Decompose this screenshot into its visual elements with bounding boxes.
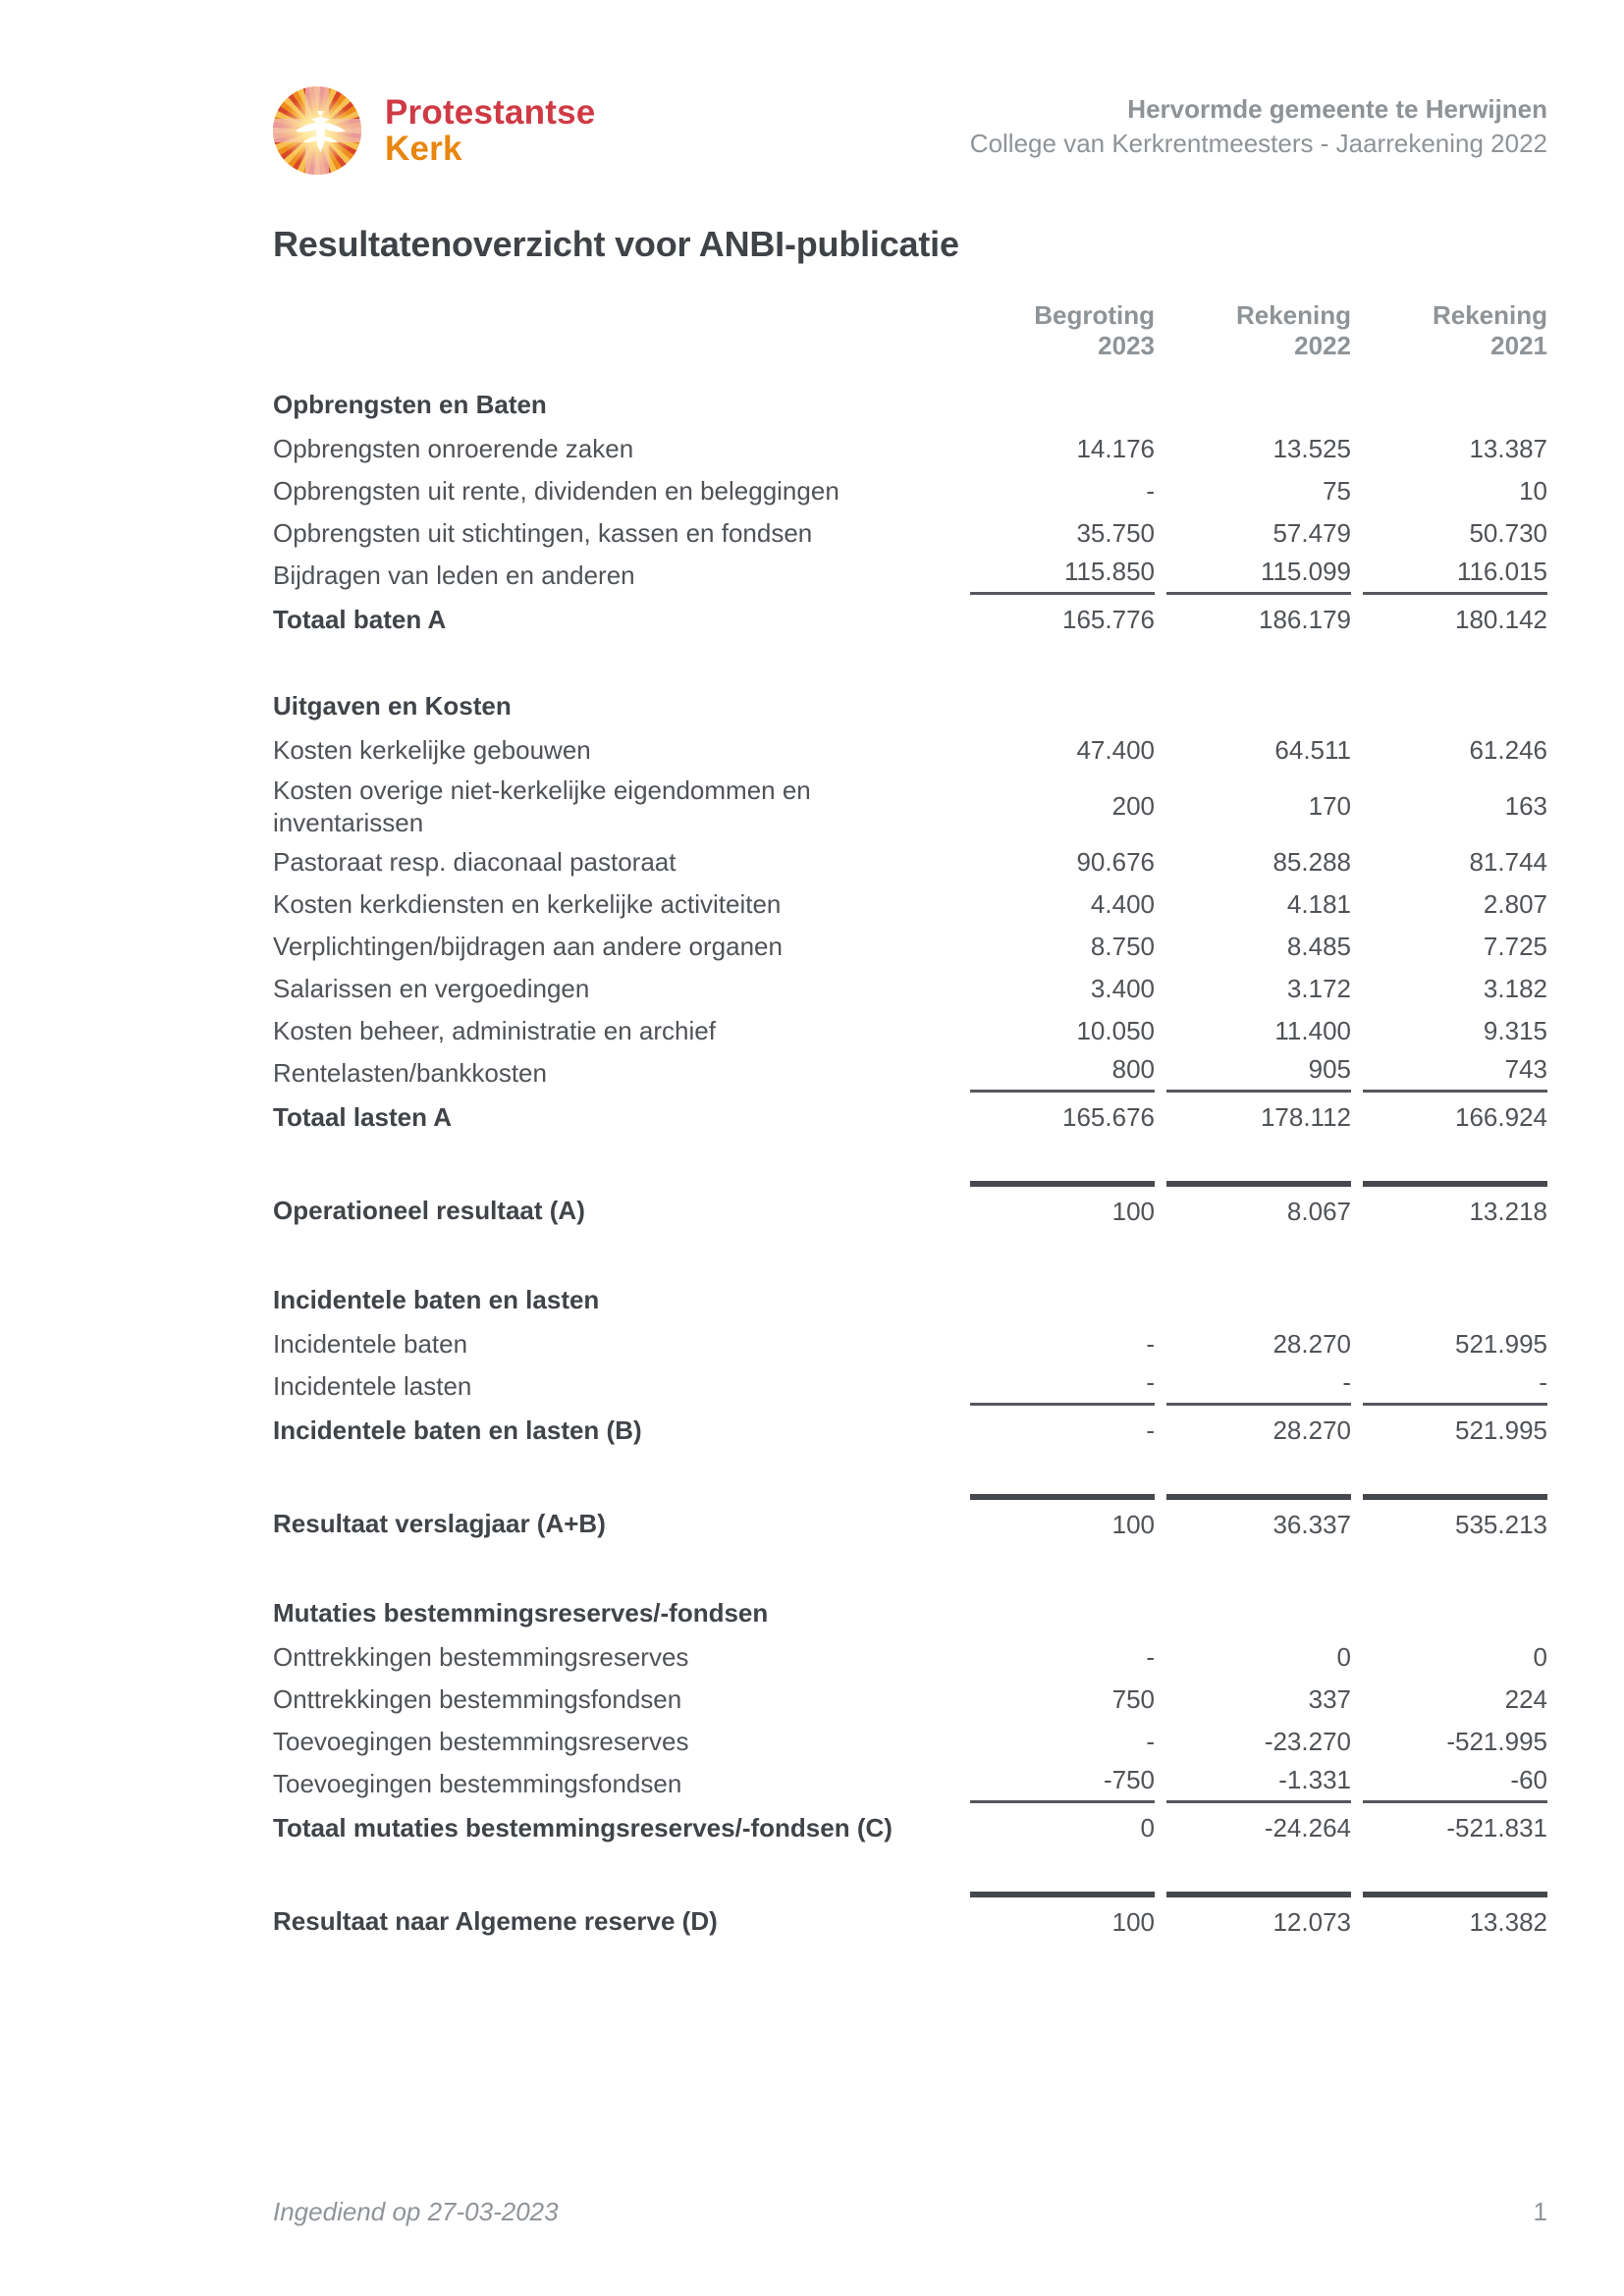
row-label: Incidentele baten [273,1329,468,1360]
row-value-begroting-2023: - [1146,1642,1155,1672]
row-value-begroting-2023: 0 [1140,1813,1155,1842]
table-row [273,555,1547,597]
row-label: Toevoegingen bestemmingsfondsen [273,1769,682,1799]
column-header-begroting-2023: Begroting 2023 [1034,300,1155,360]
table-row [273,1095,1547,1137]
table-row [273,1889,1547,1940]
document-footer [273,2197,1547,2227]
row-label: Verplichtingen/bijdragen aan andere organen [273,932,783,962]
submission-date: Ingediend op 27-03-2023 [273,2197,559,2226]
row-value-rekening-2022: 36.337 [1166,1494,1351,1540]
row-value-rekening-2021: - [1363,1367,1547,1406]
row-value-rekening-2021: 180.142 [1455,605,1547,634]
brand-wordmark [385,94,595,167]
row-value-rekening-2022: 337 [1308,1684,1351,1714]
table-row [273,841,1547,883]
row-value-begroting-2023: - [1146,1329,1155,1359]
row-value-begroting-2023: 100 [970,1494,1155,1540]
table-row [273,1721,1547,1763]
row-label: Kosten kerkelijke gebouwen [273,735,591,766]
table-row [273,1408,1547,1450]
table-row [273,729,1547,772]
row-value-begroting-2023: 100 [970,1892,1155,1938]
row-value-rekening-2022: 57.479 [1272,518,1351,548]
report-subtitle: College van Kerkrentmeesters - Jaarrekening 2022 [969,129,1547,158]
row-value-rekening-2021: 61.246 [1469,735,1547,765]
row-value-begroting-2023: 165.776 [1062,605,1155,634]
row-value-rekening-2021: 3.182 [1483,974,1547,1003]
row-value-rekening-2022: 3.172 [1286,974,1351,1003]
table-row [273,1589,1547,1636]
row-value-rekening-2021: 7.725 [1483,932,1547,961]
table-row [273,883,1547,926]
row-value-rekening-2022: 28.270 [1272,1415,1351,1445]
document-header [273,86,1547,185]
row-value-rekening-2022: 85.288 [1272,847,1351,877]
row-value-begroting-2023: 35.750 [1076,518,1155,548]
row-value-rekening-2022: 0 [1336,1642,1351,1672]
row-label: Kosten beheer, administratie en archief [273,1016,716,1046]
table-row [273,1052,1547,1095]
column-header-rekening-2021: Rekening 2021 [1432,300,1547,360]
row-label: Opbrengsten onroerende zaken [273,434,634,464]
column-header-rekening-2022: Rekening 2022 [1235,300,1351,360]
table-column-headers [273,300,1547,361]
row-value-rekening-2021: 0 [1533,1642,1547,1672]
row-value-begroting-2023: -750 [970,1765,1155,1803]
row-value-rekening-2022: -24.264 [1264,1813,1351,1842]
row-value-begroting-2023: 165.676 [1062,1102,1155,1132]
row-value-rekening-2021: 163 [1504,791,1547,821]
row-label: Incidentele baten en lasten [273,1284,600,1314]
row-value-begroting-2023: - [970,1367,1155,1406]
row-value-rekening-2021: 521.995 [1455,1329,1547,1359]
row-value-rekening-2021: 81.744 [1469,847,1547,877]
page-title: Resultatenoverzicht voor ANBI-publicatie [273,224,959,264]
table-row [273,1323,1547,1365]
row-value-begroting-2023: 750 [1111,1684,1155,1714]
row-value-rekening-2021: 2.807 [1483,889,1547,919]
table-row [273,512,1547,555]
row-value-rekening-2022: 905 [1166,1054,1351,1093]
row-value-begroting-2023: 10.050 [1076,1016,1155,1045]
row-value-rekening-2021: 13.387 [1469,434,1547,463]
row-label: Opbrengsten uit stichtingen, kassen en fondsen [273,518,813,549]
row-value-begroting-2023: 14.176 [1076,434,1155,463]
table-row [273,682,1547,729]
row-value-rekening-2022: 115.099 [1166,557,1351,595]
row-label: Onttrekkingen bestemmingsfondsen [273,1684,682,1715]
table-row [273,1010,1547,1052]
table-row [273,772,1547,841]
row-value-begroting-2023: - [1146,1415,1155,1445]
row-label: Opbrengsten en Baten [273,389,547,419]
row-value-begroting-2023: - [1146,476,1155,506]
row-value-rekening-2022: 11.400 [1274,1016,1351,1045]
page-number: 1 [1533,2197,1547,2226]
table-row [273,1491,1547,1542]
row-value-rekening-2022: 64.511 [1274,735,1351,765]
row-value-rekening-2021: 50.730 [1469,518,1547,548]
row-value-rekening-2021: 10 [1519,476,1547,506]
pkn-sunburst-dove-logo-icon [273,86,361,175]
table-row [273,1365,1547,1408]
dove-icon [289,102,346,159]
row-value-rekening-2021: -60 [1363,1765,1547,1803]
row-label: Rentelasten/bankkosten [273,1058,547,1089]
table-row [273,1636,1547,1679]
row-label: Pastoraat resp. diaconaal pastoraat [273,847,677,878]
row-value-rekening-2022: 8.485 [1286,932,1351,961]
row-value-begroting-2023: 8.750 [1090,932,1155,961]
table-row [273,1178,1547,1229]
row-value-rekening-2021: 224 [1504,1684,1547,1714]
table-row [273,926,1547,968]
row-value-rekening-2022: -23.270 [1264,1727,1351,1756]
row-value-rekening-2022: 28.270 [1272,1329,1351,1359]
brand-name-line1: Protestantse [385,92,596,132]
row-label: Kosten overige niet-kerkelijke eigendommen en inventarissen [273,775,811,837]
table-rows [273,381,1547,1940]
row-value-rekening-2021: 521.995 [1455,1415,1547,1445]
row-value-rekening-2022: 12.073 [1166,1892,1351,1938]
row-label: Totaal baten A [273,605,447,635]
row-value-rekening-2021: 535.213 [1363,1494,1547,1540]
row-label: Mutaties bestemmingsreserves/-fondsen [273,1597,769,1628]
row-label: Bijdragen van leden en anderen [273,561,635,591]
row-label: Onttrekkingen bestemmingsreserves [273,1642,689,1673]
row-label: Totaal mutaties bestemmingsreserves/-fondsen (C) [273,1813,893,1843]
table-row [273,968,1547,1010]
row-value-begroting-2023: 90.676 [1076,847,1155,877]
row-value-rekening-2022: - [1166,1367,1351,1406]
table-row [273,1805,1547,1847]
congregation-name: Hervormde gemeente te Herwijnen [1127,94,1547,124]
row-value-begroting-2023: 115.850 [970,557,1155,595]
row-value-rekening-2021: -521.831 [1446,1813,1547,1842]
row-label: Salarissen en vergoedingen [273,974,590,1004]
row-label: Uitgaven en Kosten [273,690,512,721]
row-label: Operationeel resultaat (A) [273,1195,585,1225]
row-label: Opbrengsten uit rente, dividenden en beleggingen [273,476,839,507]
row-value-rekening-2021: 13.382 [1363,1892,1547,1938]
table-row [273,1276,1547,1323]
row-value-begroting-2023: 200 [1111,791,1155,821]
row-value-begroting-2023: - [1146,1727,1155,1756]
row-value-rekening-2022: 75 [1323,476,1351,506]
table-row [273,470,1547,512]
row-value-begroting-2023: 800 [970,1054,1155,1093]
table-row [273,1679,1547,1721]
row-value-rekening-2022: 178.112 [1260,1102,1351,1132]
row-value-rekening-2021: 13.218 [1363,1181,1547,1227]
table-row [273,597,1547,639]
row-label: Kosten kerkdiensten en kerkelijke activiteiten [273,889,782,920]
table-row [273,1763,1547,1805]
brand-name-line2: Kerk [385,130,462,168]
row-value-rekening-2021: -521.995 [1446,1727,1547,1756]
row-value-begroting-2023: 47.400 [1076,735,1155,765]
row-value-rekening-2021: 116.015 [1363,557,1547,595]
table-row [273,428,1547,470]
row-value-rekening-2022: 8.067 [1166,1181,1351,1227]
row-label: Incidentele lasten [273,1371,472,1402]
row-value-begroting-2023: 4.400 [1090,889,1155,919]
row-value-begroting-2023: 100 [970,1181,1155,1227]
row-value-rekening-2022: 4.181 [1286,889,1351,919]
row-value-rekening-2022: 170 [1308,791,1351,821]
row-label: Totaal lasten A [273,1102,453,1133]
row-value-rekening-2021: 743 [1363,1054,1547,1093]
row-value-rekening-2022: -1.331 [1166,1765,1351,1803]
row-label: Resultaat naar Algemene reserve (D) [273,1905,718,1936]
row-value-rekening-2022: 186.179 [1259,605,1351,634]
row-label: Resultaat verslagjaar (A+B) [273,1508,606,1538]
row-value-rekening-2022: 13.525 [1272,434,1351,463]
table-row [273,381,1547,428]
row-label: Toevoegingen bestemmingsreserves [273,1727,689,1757]
row-value-rekening-2021: 9.315 [1483,1016,1547,1045]
row-label: Incidentele baten en lasten (B) [273,1415,642,1446]
header-right [970,92,1547,161]
row-value-rekening-2021: 166.924 [1455,1102,1547,1132]
row-value-begroting-2023: 3.400 [1090,974,1155,1003]
